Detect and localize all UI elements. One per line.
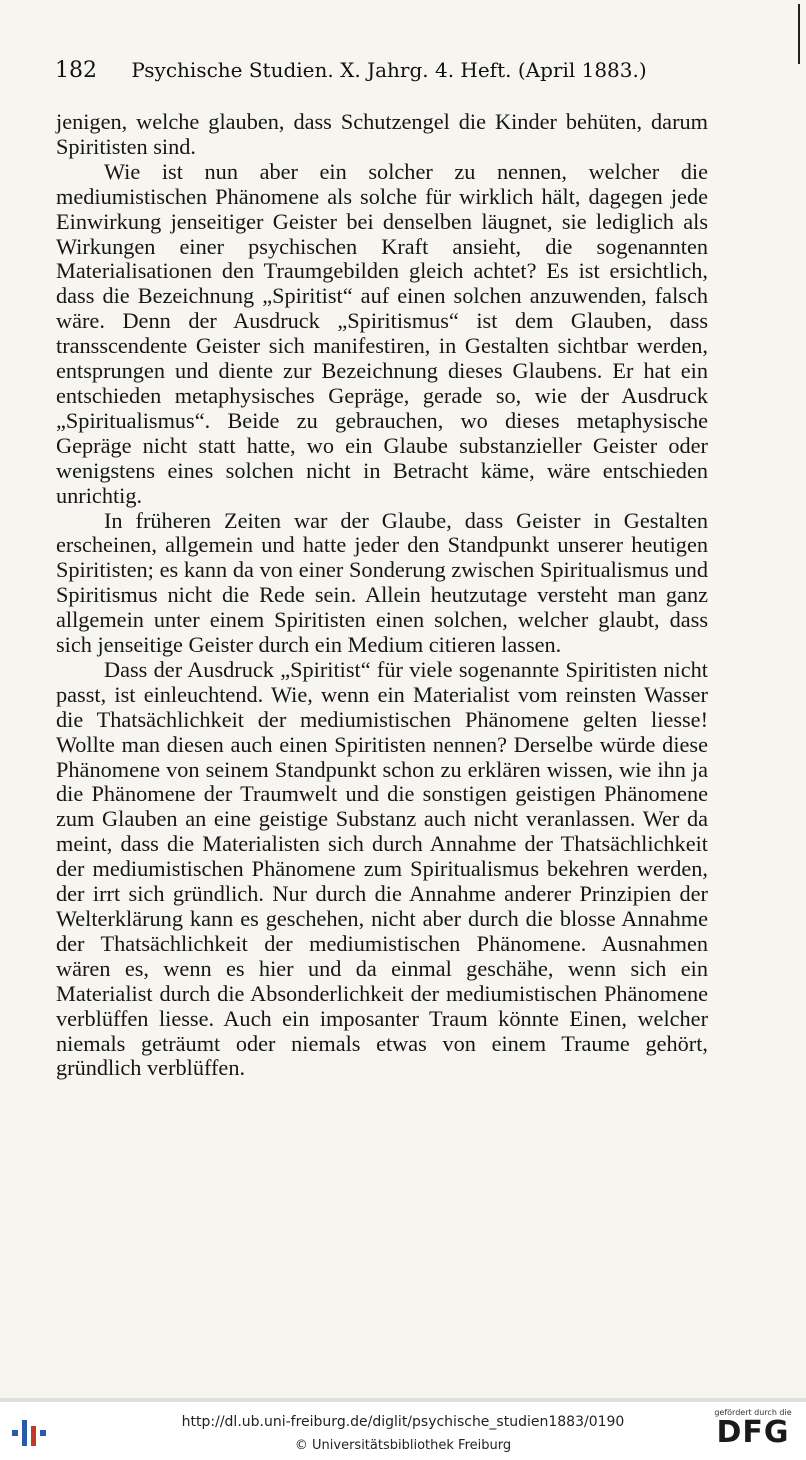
paragraph: jenigen, welche glauben, dass Schutzengel die Kinder behüten, darum Spiritisten sind. bbox=[56, 109, 708, 159]
body-text bbox=[56, 110, 708, 1081]
paragraph: Wie ist nun aber ein solcher zu nennen, welcher die mediumistischen Phänomene als solche für wirklich hält, dagegen jede Einwirkung jenseitiger Geister bei denselben läugnet, sie lediglich als Wirkungen einer psychischen Kraft ansieht, die sogenannten Materialisationen den Traumgebilden gleich achtet? Es ist ersichtlich, dass die Bezeichnung „Spiritist“ auf einen solchen anzuwenden, falsch wäre. Denn der Ausdruck „Spiritismus“ ist dem Glauben, dass transscendente Geister sich manifestiren, in Gestalten sichtbar werden, entsprungen und diente zur Bezeichnung dieses Glaubens. Er hat ein entschieden metaphysisches Gepräge, gerade so, wie der Ausdruck „Spiritualismus“. Beide zu gebrauchen, wo dieses metaphysische Gepräge nicht statt hatte, wo ein Glaube substanzieller Geister oder wenigstens eines solchen nicht in Betracht käme, wäre entschieden unrichtig. bbox=[56, 158, 708, 508]
paragraph: Dass der Ausdruck „Spiritist“ für viele sogenannte Spiritisten nicht passt, ist einleuchtend. Wie, wenn ein Materialist vom reinsten Wasser die Thatsächlichkeit der mediumistischen Phänomene gelten liesse! Wollte man diesen auch einen Spiritisten nennen? Derselbe würde diese Phänomene von seinem Standpunkt schon zu erklären wissen, wie ihn ja die Phänomene der Traumwelt und die sonstigen geistigen Phänomene zum Glauben an eine geistige Substanz auch nicht veranlassen. Wer da meint, dass die Materialisten sich durch Annahme der Thatsächlichkeit der mediumistischen Phänomene zum Spiritualismus bekehren werden, der irrt sich gründlich. Nur durch die Annahme anderer Prinzipien der Welterklärung kann es geschehen, nicht aber durch die blosse Annahme der Thatsächlichkeit der mediumistischen Phänomene. Ausnahmen wären es, wenn es hier und da einmal geschähe, wenn sich ein Materialist durch die Absonderlichkeit der mediumistischen Phänomene verblüffen liesse. Auch ein imposanter Traum könnte Einen, welcher niemals geträumt oder niemals etwas von einem Traume gehört, gründlich verblüffen. bbox=[56, 656, 708, 1081]
page-header bbox=[55, 58, 755, 83]
dfg-wordmark: DFG bbox=[716, 1415, 790, 1450]
paragraph: In früheren Zeiten war der Glaube, dass Geister in Gestalten erscheinen, allgemein und hatte jeder den Standpunkt unserer heutigen Spiritisten; es kann da von einer Sonderung zwischen Spiritualismus und Spiritismus nicht die Rede sein. Allein heutzutage versteht man ganz allgemein unter einem Spiritisten einen solchen, welcher glaubt, dass sich jenseitige Geister durch ein Medium citieren lassen. bbox=[56, 507, 708, 658]
dfg-logo bbox=[710, 1408, 796, 1456]
running-title: Psychische Studien. X. Jahrg. 4. Heft. (April 1883.) bbox=[131, 58, 647, 82]
dfg-caption: gefördert durch die bbox=[714, 1408, 792, 1417]
margin-mark bbox=[798, 4, 800, 64]
page-number: 182 bbox=[55, 58, 97, 83]
viewer-footer bbox=[0, 1402, 806, 1460]
source-url-link[interactable]: http://dl.ub.uni-freiburg.de/diglit/psychische_studien1883/0190 bbox=[181, 1414, 625, 1430]
copyright-notice: © Universitätsbibliothek Freiburg bbox=[294, 1438, 512, 1453]
